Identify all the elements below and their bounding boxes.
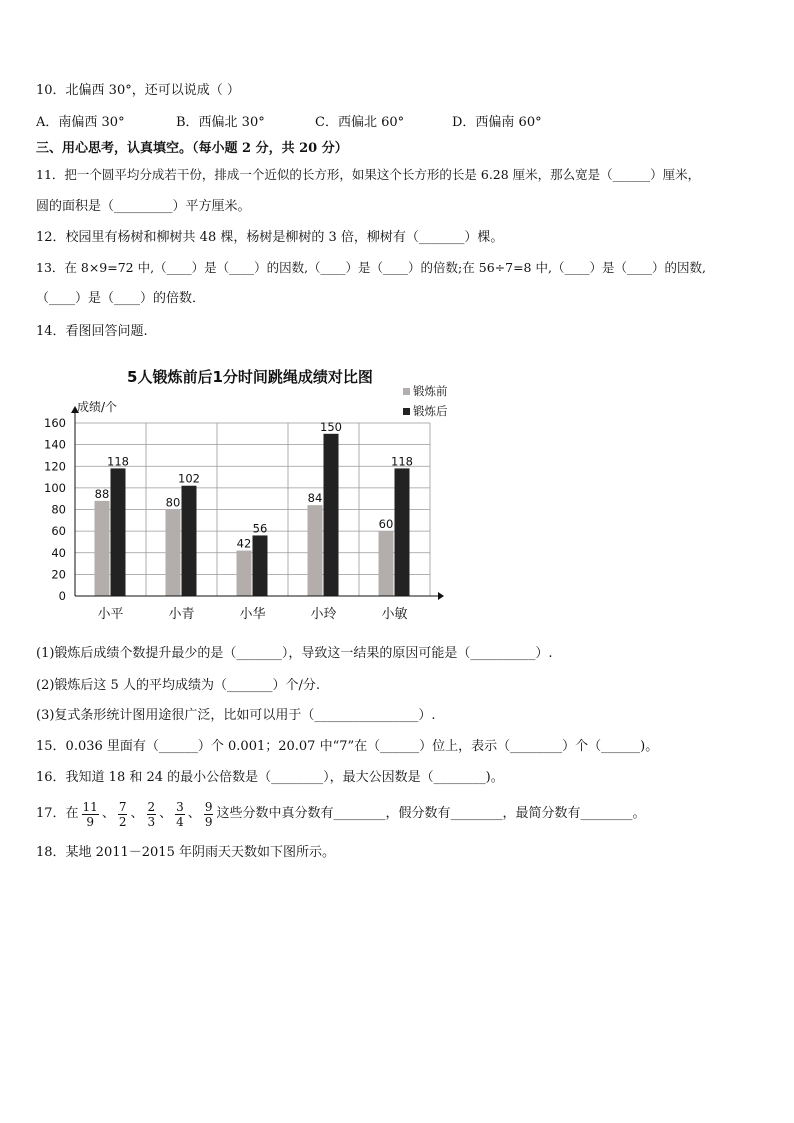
bar-value-label: 118 [391,454,413,469]
y-tick-label: 160 [44,416,66,430]
bar-before [95,501,110,596]
bar-before [379,531,394,596]
bar-chart [30,360,470,630]
bar-after [324,434,339,596]
x-tick-label: 小敏 [381,607,408,622]
legend-label: 锻炼前 [413,384,448,398]
x-tick-label: 小青 [168,607,195,622]
q10-stem: 10．北偏西 30°，还可以说成（ ） [36,83,240,98]
q11-line2: 圆的面积是（_________）平方厘米。 [36,199,251,214]
fraction-1: $\frac{11}{9}$ [82,799,98,829]
y-tick-label: 0 [58,589,66,603]
q12-text: 12．校园里有杨树和柳树共 48 棵，杨树是柳树的 3 倍，柳树有（_______）棵。 [36,230,504,245]
x-tick-label: 小华 [239,607,266,622]
bar-value-label: 88 [94,486,110,501]
bar-after [395,468,410,596]
fraction-2: $\frac{7}{2}$ [118,799,127,829]
q10-option-c: C．西偏北 60° [315,115,405,130]
q10-option-b: B．西偏北 30° [176,115,265,130]
y-tick-label: 120 [44,459,66,474]
bar-before [308,505,323,596]
bar-after [182,486,197,596]
bar-after [253,535,268,596]
q17: 17．在 $\frac{11}{9}$ 、 $\frac{7}{2}$ 、 $\frac{2}{3}$ 、 $\frac{3}{4}$ 、 $\frac{9}{9}$ 这些分数中真分数有________，假分数有________，最简分数有________。 [36,797,645,831]
y-tick-label: 40 [51,545,66,560]
x-tick-label: 小平 [97,607,124,622]
y-tick-label: 140 [44,437,66,452]
bar-value-label: 60 [378,517,394,532]
q13-line2: （____）是（____）的倍数． [36,291,206,306]
bar-after [111,468,126,596]
q11-line1: 11．把一个圆平均分成若干份，排成一个近似的长方形，如果这个长方形的长是 6.28 厘米，那么宽是（______）厘米， [36,167,701,182]
y-tick-label: 100 [44,480,66,495]
legend-swatch [403,408,410,415]
chart-title: 5人锻炼前后1分时间跳绳成绩对比图 [127,368,373,386]
bar-value-label: 118 [107,454,129,469]
bar-before [166,510,181,597]
y-tick-label: 60 [51,524,66,539]
section3-title: 三、用心思考，认真填空。（每小题 2 分，共 20 分） [36,141,348,156]
q17-suffix: 这些分数中真分数有________，假分数有________，最简分数有________。 [216,806,646,821]
fraction-3: $\frac{2}{3}$ [147,799,156,829]
chart-ylabel: 成绩/个 [77,400,118,414]
q15-text: 15．0.036 里面有（______）个 0.001；20.07 中“7”在（______）位上，表示（________）个（______)。 [36,739,659,754]
bar-value-label: 42 [236,536,252,551]
bar-before [237,551,252,596]
bar-value-label: 56 [252,521,268,536]
q17-prefix: 17．在 [36,806,79,821]
fraction-4: $\frac{3}{4}$ [176,799,184,829]
bar-value-label: 102 [178,471,200,486]
q10-option-d: D．西偏南 60° [452,115,542,130]
x-axis-arrow [438,592,444,600]
q14-text: 14．看图回答问题. [36,324,148,339]
bar-value-label: 80 [165,495,181,510]
bar-value-label: 84 [307,491,323,506]
q10-option-a: A．南偏西 30° [36,115,125,130]
y-tick-label: 20 [51,567,66,582]
legend-swatch [403,388,410,395]
q14-sub1: (1)锻炼后成绩个数提升最少的是（_______），导致这一结果的原因可能是（__________）. [36,646,553,661]
x-tick-label: 小玲 [310,607,337,622]
q18-text: 18．某地 2011－2015 年阴雨天天数如下图所示。 [36,845,335,860]
fraction-5: $\frac{9}{9}$ [204,799,213,829]
bar-value-label: 150 [320,419,342,434]
q16-text: 16．我知道 18 和 24 的最小公倍数是（________），最大公因数是（________)。 [36,770,504,785]
legend-label: 锻炼后 [413,404,448,418]
y-tick-label: 80 [51,502,66,517]
q13-line1: 13．在 8×9=72 中,（____）是（____）的因数,（____）是（____）的倍数;在 56÷7=8 中,（____）是（____）的因数, [36,260,706,275]
q14-sub3: (3)复式条形统计图用途很广泛，比如可以用于（________________）. [36,708,436,723]
q14-sub2: (2)锻炼后这 5 人的平均成绩为（_______）个/分. [36,678,320,693]
